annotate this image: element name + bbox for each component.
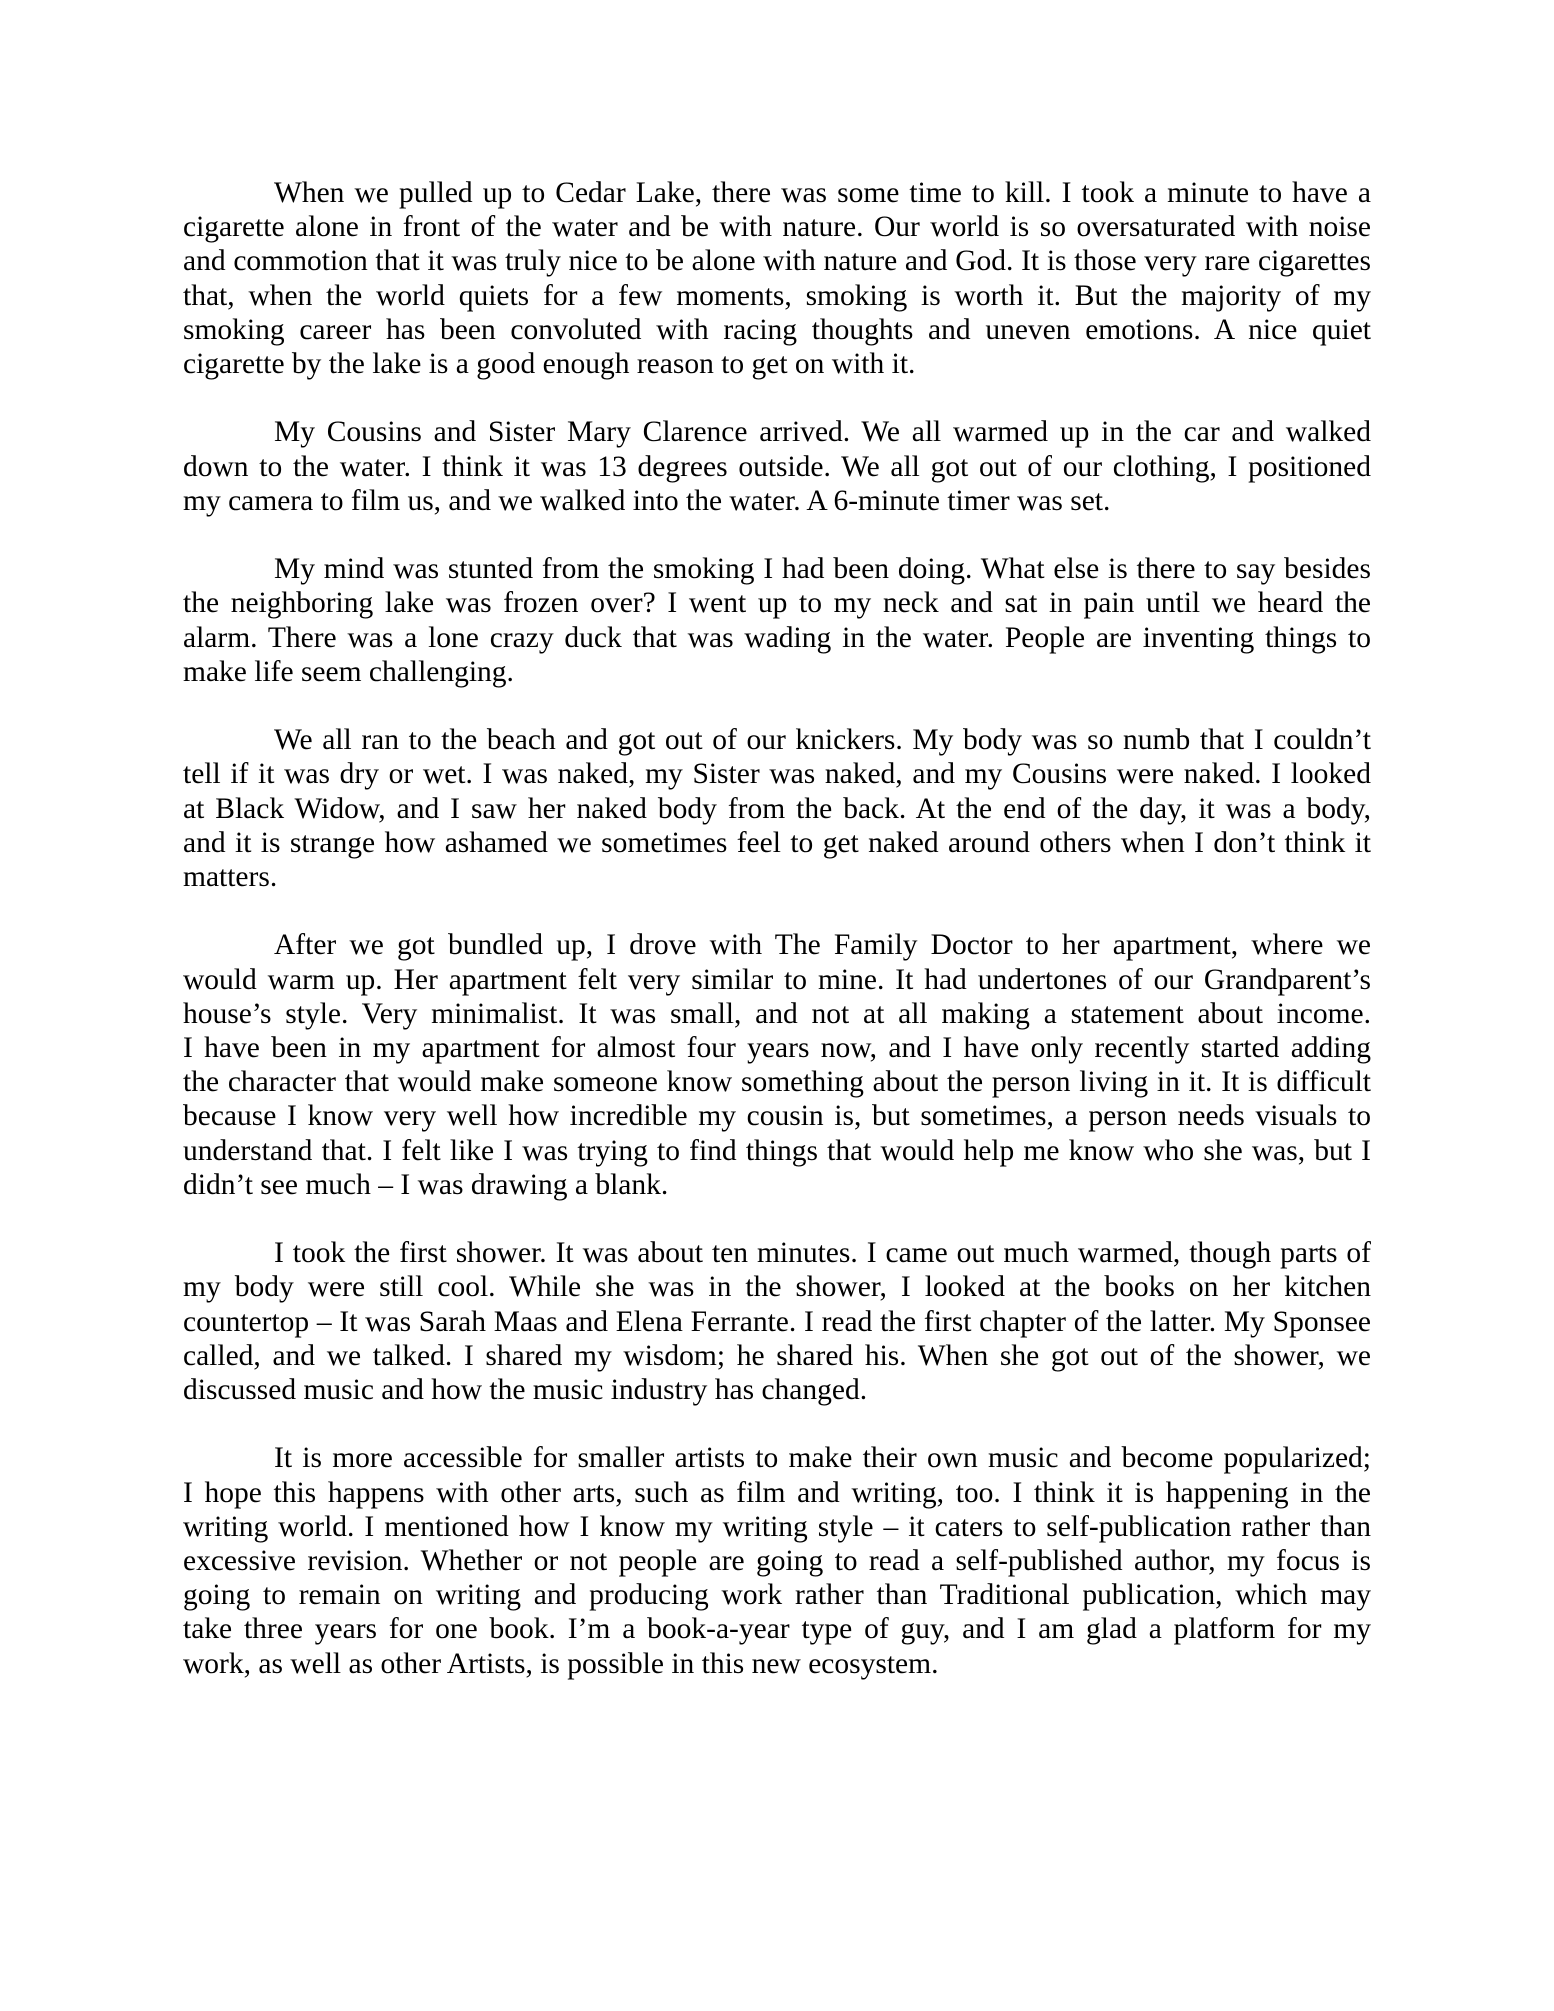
- text-line: countertop – It was Sarah Maas and Elena Ferrante. I read the first chapter of the latter. My Sponsee: [183, 1305, 1371, 1338]
- text-line: I have been in my apartment for almost four years now, and I have only recently started adding: [183, 1032, 1371, 1065]
- text-line: We all ran to the beach and got out of our knickers. My body was so numb that I couldn’t: [274, 724, 1371, 757]
- text-line: cigarette by the lake is a good enough reason to get on with it.: [183, 348, 916, 381]
- text-line: at Black Widow, and I saw her naked body from the back. At the end of the day, it was a body,: [183, 792, 1371, 825]
- text-line: cigarette alone in front of the water and be with nature. Our world is so oversaturated with noise: [183, 211, 1371, 244]
- text-line: and it is strange how ashamed we sometimes feel to get naked around others when I don’t think it: [183, 826, 1371, 859]
- text-line: It is more accessible for smaller artists to make their own music and become popularized;: [274, 1442, 1371, 1475]
- text-line: make life seem challenging.: [183, 655, 514, 688]
- text-line: my body were still cool. While she was in the shower, I looked at the books on her kitchen: [183, 1271, 1371, 1304]
- paragraph-4: [183, 723, 1371, 894]
- text-line: I took the first shower. It was about ten minutes. I came out much warmed, though parts of: [274, 1237, 1371, 1270]
- text-line: matters.: [183, 861, 278, 894]
- text-line: my camera to film us, and we walked into the water. A 6-minute timer was set.: [183, 484, 1111, 517]
- text-line: alarm. There was a lone crazy duck that was wading in the water. People are inventing things to: [183, 621, 1371, 654]
- text-line: that, when the world quiets for a few moments, smoking is worth it. But the majority of my: [183, 279, 1371, 312]
- text-line: I hope this happens with other arts, such as film and writing, too. I think it is happening in the: [183, 1476, 1371, 1509]
- text-line: house’s style. Very minimalist. It was small, and not at all making a statement about income.: [183, 997, 1371, 1030]
- document-page: [183, 176, 1371, 1715]
- text-line: When we pulled up to Cedar Lake, there was some time to kill. I took a minute to have a: [274, 177, 1371, 209]
- paragraph-5: [183, 928, 1371, 1202]
- text-line: called, and we talked. I shared my wisdom; he shared his. When she got out of the shower, we: [183, 1339, 1371, 1372]
- text-line: because I know very well how incredible my cousin is, but sometimes, a person needs visuals to: [183, 1100, 1371, 1133]
- text-line: the character that would make someone know something about the person living in it. It is difficult: [183, 1066, 1371, 1099]
- paragraph-1: [183, 176, 1371, 381]
- text-line: After we got bundled up, I drove with The Family Doctor to her apartment, where we: [274, 929, 1371, 962]
- text-line: writing world. I mentioned how I know my writing style – it caters to self-publication rather than: [183, 1510, 1371, 1543]
- text-line: take three years for one book. I’m a book-a-year type of guy, and I am glad a platform for my: [183, 1613, 1371, 1646]
- text-line: understand that. I felt like I was trying to find things that would help me know who she was, but I: [183, 1134, 1371, 1167]
- text-line: would warm up. Her apartment felt very similar to mine. It had undertones of our Grandparent’s: [183, 963, 1371, 996]
- text-line: smoking career has been convoluted with racing thoughts and uneven emotions. A nice quiet: [183, 313, 1371, 346]
- text-line: didn’t see much – I was drawing a blank.: [183, 1168, 669, 1201]
- text-line: the neighboring lake was frozen over? I went up to my neck and sat in pain until we heard the: [183, 587, 1371, 620]
- text-line: discussed music and how the music industry has changed.: [183, 1374, 868, 1407]
- text-line: My Cousins and Sister Mary Clarence arrived. We all warmed up in the car and walked: [274, 416, 1371, 449]
- text-line: down to the water. I think it was 13 degrees outside. We all got out of our clothing, I positioned: [183, 450, 1371, 483]
- paragraph-7: [183, 1441, 1371, 1680]
- text-line: going to remain on writing and producing work rather than Traditional publication, which may: [183, 1579, 1371, 1612]
- text-line: tell if it was dry or wet. I was naked, my Sister was naked, and my Cousins were naked. I looked: [183, 758, 1371, 791]
- paragraph-2: [183, 415, 1371, 518]
- text-line: excessive revision. Whether or not people are going to read a self-published author, my focus is: [183, 1545, 1371, 1578]
- paragraph-6: [183, 1236, 1371, 1407]
- text-line: My mind was stunted from the smoking I had been doing. What else is there to say besides: [274, 553, 1371, 586]
- paragraph-3: [183, 552, 1371, 689]
- text-line: and commotion that it was truly nice to be alone with nature and God. It is those very rare cigarettes: [183, 245, 1371, 278]
- text-line: work, as well as other Artists, is possible in this new ecosystem.: [183, 1647, 939, 1680]
